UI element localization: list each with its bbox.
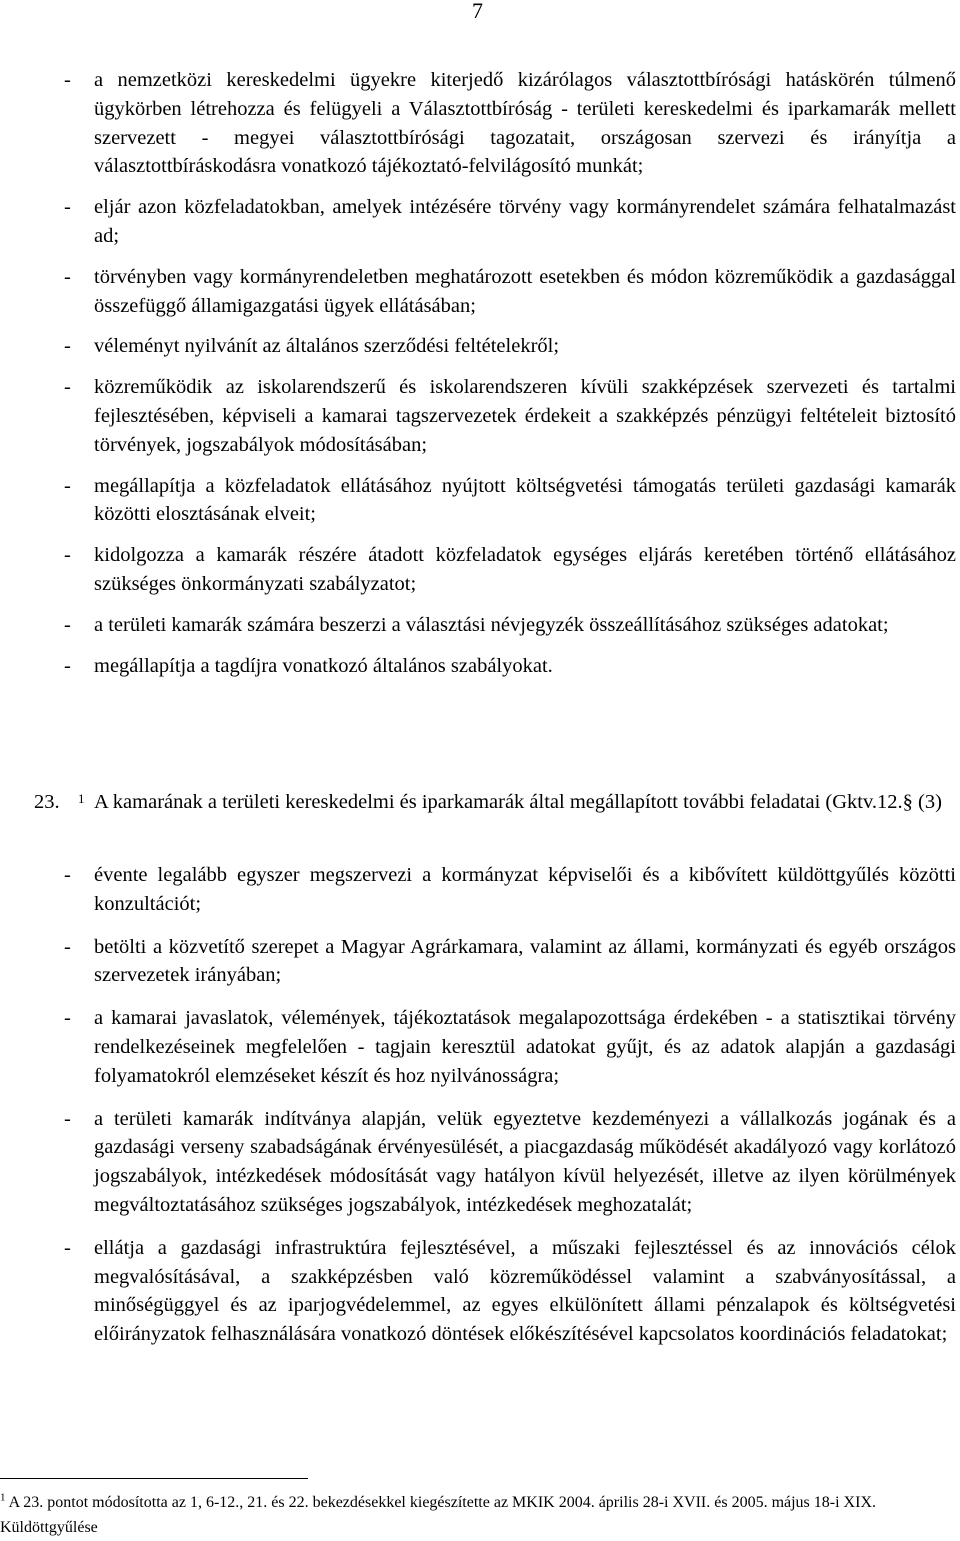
list-item-text: évente legalább egyszer megszervezi a kormányzat képviselői és a kibővített küldöttgyűlés közötti konzultációt; <box>94 864 956 915</box>
list-dash: - <box>64 544 71 567</box>
footnote-marker: 1 <box>0 1491 6 1504</box>
list-item-text: megállapítja a tagdíjra vonatkozó általános szabályokat. <box>94 654 553 677</box>
list-item-text: ellátja a gazdasági infrastruktúra fejlesztésével, a műszaki fejlesztéssel és az innovációs célok megvalósításával, a szakképzésben való közreműködéssel valamint a szabványosítással, a minőségüggyel és az iparjogvédelemmel, az egyes elkülönített állami pénzalapok és költségvetési előirányzatok felhasználására vonatkozó döntések előkészítésével kapcsolatos koordinációs feladatokat; <box>94 1236 956 1346</box>
footnote <box>0 1490 955 1540</box>
list-item <box>0 332 960 361</box>
list-item <box>0 541 960 599</box>
list-item <box>0 1234 960 1349</box>
section-number: 23. <box>34 791 60 813</box>
list-dash: - <box>64 1236 71 1259</box>
footnote-text: A 23. pontot módosította az 1, 6-12., 21. és 22. bekezdésekkel kiegészítette az MKIK 2004. április 28-i XVII. és 2005. május 18-i XIX. Küldöttgyűlése <box>0 1494 876 1536</box>
list-dash: - <box>64 196 71 219</box>
list-item <box>0 66 960 181</box>
list-item-text: a nemzetközi kereskedelmi ügyekre kiterjedő kizárólagos választottbírósági hatáskörén túlmenő ügykörben létrehozza és felügyeli a Választottbíróság - területi kereskedelmi és iparkamarák mellett szervezett - megyei választottbírósági tagozatait, országosan szervezi és irányítja a választottbíráskodásra vonatkozó tájékoztató-felvilágosító munkát; <box>94 69 956 178</box>
list-item-text: a területi kamarák indítványa alapján, velük egyeztetve kezdeményezi a vállalkozás jogának és a gazdasági verseny szabadságának érvényesülését, a piacgazdaság működését akadályozó vagy korlátozó jogszabályok, intézkedések módosítását vagy hatályon kívül helyezését, illetve az ilyen körülmények megváltoztatásához szükséges jogszabályok, intézkedések meghozatalát; <box>94 1107 956 1216</box>
list-dash: - <box>64 1107 71 1130</box>
list-item-text: kidolgozza a kamarák részére átadott közfeladatok egységes eljárás keretében történő ellátásához szükséges önkormányzati szabályzatot; <box>94 544 956 595</box>
list-item <box>0 861 960 919</box>
list-item <box>0 472 960 530</box>
page-number: 7 <box>472 0 483 23</box>
section-23-heading <box>0 788 960 817</box>
list-dash: - <box>64 1007 71 1030</box>
list-item-text: eljár azon közfeladatokban, amelyek intézésére törvény vagy kormányrendelet számára felhatalmazást ad; <box>94 196 956 247</box>
list-item <box>0 263 960 321</box>
list-item-text: törvényben vagy kormányrendeletben meghatározott esetekben és módon közreműködik a gazdasággal összefüggő államigazgatási ügyek ellátásában; <box>94 265 956 317</box>
list-item-text: a területi kamarák számára beszerzi a választási névjegyzék összeállításához szükséges adatokat; <box>94 613 889 636</box>
list-item <box>0 611 960 640</box>
section-title-text: A kamarának a területi kereskedelmi és iparkamarák által megállapított további feladatai (Gktv.12.§ (3) <box>94 791 942 813</box>
list-item-text: megállapítja a közfeladatok ellátásához nyújtott költségvetési támogatás területi gazdasági kamarák közötti elosztásának elveit; <box>94 474 956 526</box>
list-item <box>0 652 960 681</box>
task-list-a <box>0 66 960 680</box>
list-dash: - <box>64 474 71 497</box>
list-item-text: a kamarai javaslatok, vélemények, tájékoztatások megalapozottsága érdekében - a statisztikai törvény rendelkezéseinek megfelelően - tagjain keresztül adatokat gyűjt, és az adatok alapján a gazdasági folyamatokról elemzéseket készít és hoz nyilvánosságra; <box>94 1007 956 1087</box>
list-dash: - <box>64 376 71 399</box>
task-list-b <box>0 861 960 1349</box>
list-dash: - <box>64 654 71 677</box>
list-item-text: véleményt nyilvánít az általános szerződési feltételekről; <box>94 335 560 358</box>
list-dash: - <box>64 864 71 886</box>
list-dash: - <box>64 69 71 91</box>
list-item <box>0 933 960 991</box>
list-item <box>0 373 960 459</box>
list-dash: - <box>64 335 71 358</box>
list-dash: - <box>64 935 71 958</box>
list-item <box>0 1004 960 1090</box>
list-item-text: betölti a közvetítő szerepet a Magyar Agrárkamara, valamint az állami, kormányzati és egyéb országos szervezetek irányában; <box>94 935 956 987</box>
list-dash: - <box>64 613 71 636</box>
list-item-text: közreműködik az iskolarendszerű és iskolarendszeren kívüli szakképzések szervezeti és tartalmi fejlesztésében, képviseli a kamarai tagszervezetek érdekeit a szakképzés pénzügyi feltételeit biztosító törvények, jogszabályok módosításában; <box>94 376 956 456</box>
list-item <box>0 1105 960 1220</box>
list-dash: - <box>64 265 71 288</box>
footnote-separator <box>0 1478 308 1479</box>
list-item <box>0 193 960 251</box>
section-title: 1 A kamarának a területi kereskedelmi és iparkamarák által megállapított további feladatai (Gktv.12.§ (3) <box>78 791 942 813</box>
